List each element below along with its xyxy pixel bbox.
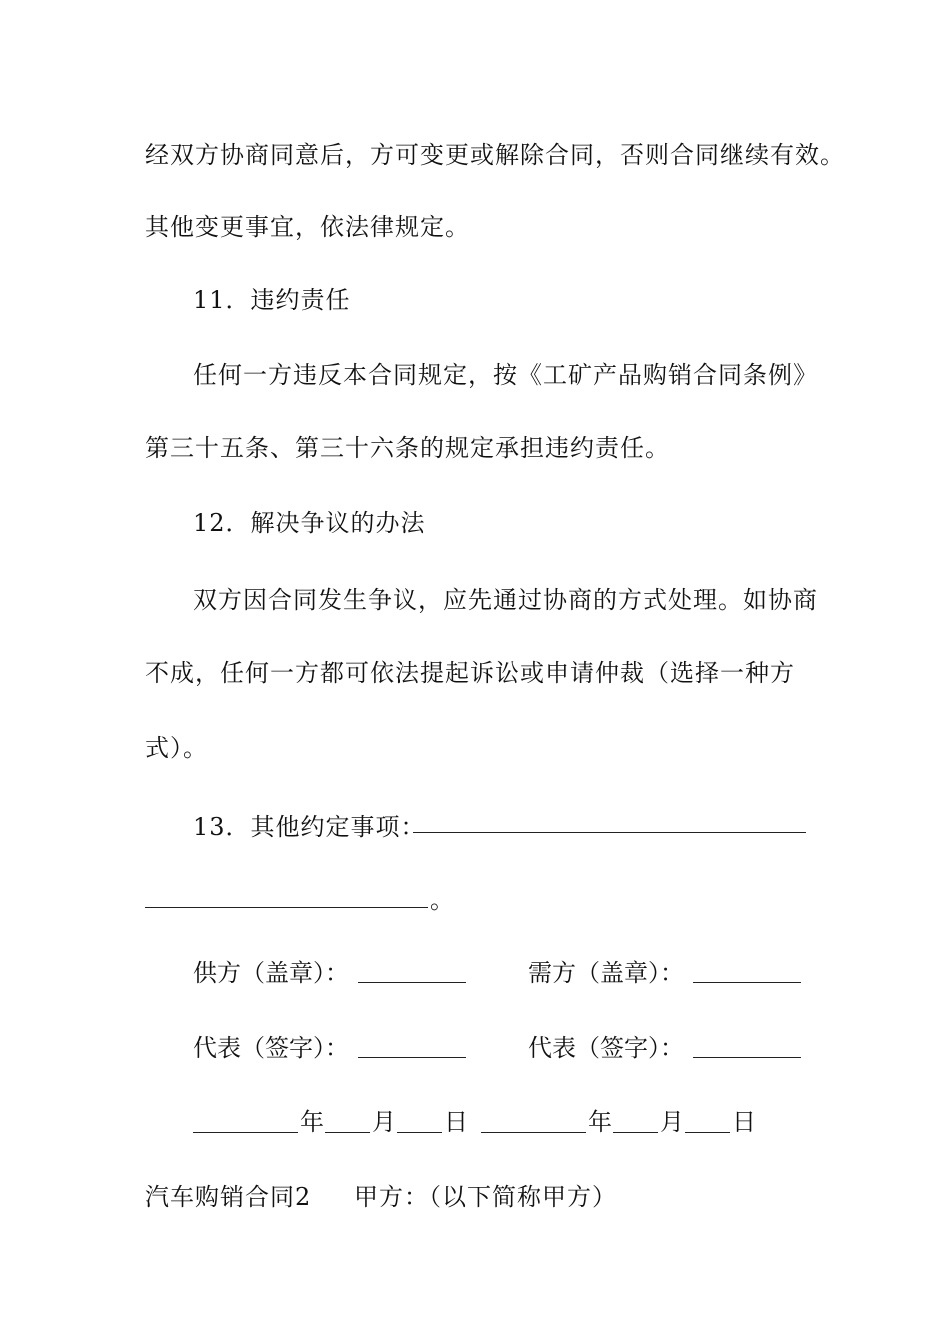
year-blank[interactable] — [481, 1110, 586, 1133]
supplier-seal-label: 供方（盖章）： — [193, 959, 349, 987]
paragraph-line: 双方因合同发生争议，应先通过协商的方式处理。如协商 — [193, 586, 818, 614]
year-label: 年 — [300, 1108, 324, 1136]
day-label: 日 — [732, 1108, 756, 1136]
buyer-seal-label: 需方（盖章）： — [528, 959, 684, 987]
paragraph-line: 不成，任何一方都可依法提起诉讼或申请仲裁（选择一种方 — [145, 659, 795, 687]
other-terms-label: 13．其他约定事项： — [193, 813, 426, 841]
representative-sign-label: 代表（签字）： — [528, 1034, 684, 1062]
section-heading — [193, 812, 426, 842]
other-terms-blank-1[interactable] — [413, 810, 806, 833]
day-blank[interactable] — [397, 1110, 442, 1133]
section-heading: 11．违约责任 — [193, 286, 351, 314]
year-blank[interactable] — [193, 1110, 298, 1133]
month-blank[interactable] — [325, 1110, 370, 1133]
paragraph-line: 式）。 — [145, 734, 208, 762]
representative-sign-label: 代表（签字）： — [193, 1034, 349, 1062]
paragraph-line: 其他变更事宜，依法律规定。 — [145, 213, 470, 241]
paragraph-line: 第三十五条、第三十六条的规定承担违约责任。 — [145, 434, 670, 462]
sentence-end: 。 — [430, 886, 455, 914]
other-terms-blank-2[interactable] — [145, 885, 428, 908]
party-a-line: 甲方：（以下简称甲方） — [354, 1183, 617, 1211]
month-label: 月 — [660, 1108, 684, 1136]
month-label: 月 — [372, 1108, 396, 1136]
paragraph-line: 经双方协商同意后，方可变更或解除合同，否则合同继续有效。 — [145, 141, 845, 169]
year-label: 年 — [588, 1108, 612, 1136]
section-heading: 12．解决争议的办法 — [193, 509, 426, 537]
next-contract-title: 汽车购销合同2 — [145, 1183, 312, 1211]
supplier-seal-blank[interactable] — [358, 960, 466, 983]
buyer-seal-blank[interactable] — [693, 960, 801, 983]
representative-sign-blank[interactable] — [358, 1035, 466, 1058]
paragraph-line: 任何一方违反本合同规定，按《工矿产品购销合同条例》 — [193, 361, 818, 389]
representative-sign-blank[interactable] — [693, 1035, 801, 1058]
day-label: 日 — [444, 1108, 468, 1136]
month-blank[interactable] — [613, 1110, 658, 1133]
day-blank[interactable] — [685, 1110, 730, 1133]
